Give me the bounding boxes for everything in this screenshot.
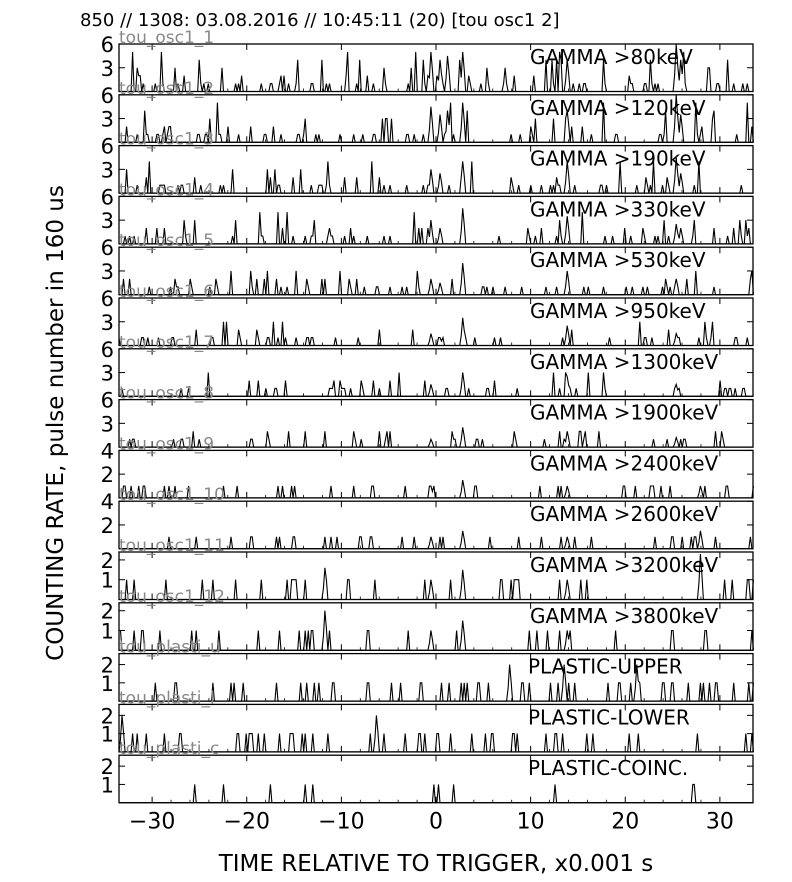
panel-title: GAMMA >1900keV <box>530 400 719 425</box>
channel-tag: tou_osc1_4 <box>119 180 215 201</box>
x-tick-label: 0 <box>429 809 443 835</box>
y-tick-label: 3 <box>100 158 114 183</box>
y-tick-label: 4 <box>100 439 114 464</box>
x-axis-label: TIME RELATIVE TO TRIGGER, x0.001 s <box>218 851 654 877</box>
panel-title: PLASTIC-LOWER <box>528 705 690 730</box>
channel-tag: tou_plasti_u <box>119 637 221 658</box>
channel-tag: tou_osc1_3 <box>119 129 215 150</box>
y-tick-label: 6 <box>100 83 114 108</box>
y-tick-label: 6 <box>100 33 114 57</box>
channel-tag: tou_osc1_11 <box>119 536 225 556</box>
panel-title: GAMMA >950keV <box>530 299 706 323</box>
panel-tou-plasti-c <box>101 739 754 803</box>
x-tick-label: 30 <box>705 809 734 835</box>
y-tick-label: 2 <box>100 755 114 780</box>
channel-tag: tou_osc1_10 <box>119 485 225 506</box>
x-axis <box>129 810 734 835</box>
channel-tag: tou_osc1_12 <box>119 586 225 607</box>
y-tick-label: 6 <box>100 236 114 261</box>
panel-title: GAMMA >3800keV <box>530 603 719 628</box>
y-tick-label: 1 <box>100 619 114 644</box>
y-tick-label: 3 <box>100 310 114 335</box>
y-tick-label: 3 <box>100 412 114 437</box>
panel-title: GAMMA >530keV <box>530 248 706 273</box>
x-tick-label: 10 <box>516 809 545 835</box>
y-tick-label: 3 <box>100 56 114 81</box>
chart-header: 850 // 1308: 03.08.2016 // 10:45:11 (20) [tou osc1 2] <box>80 10 560 31</box>
y-tick-label: 2 <box>100 599 114 624</box>
panel-title: GAMMA >80keV <box>530 45 693 69</box>
y-tick-label: 2 <box>100 653 114 678</box>
y-axis-label: COUNTING RATE, pulse number in 160 us <box>43 185 69 661</box>
y-tick-label: 2 <box>100 548 114 573</box>
panel-title: GAMMA >190keV <box>530 146 706 171</box>
y-tick-label: 2 <box>100 704 114 729</box>
y-tick-label: 6 <box>100 185 114 210</box>
y-tick-label: 3 <box>100 259 114 284</box>
y-tick-label: 2 <box>100 513 114 538</box>
channel-tag: tou_osc1_1 <box>119 28 215 48</box>
panel-title: GAMMA >120keV <box>530 95 706 120</box>
y-tick-label: 1 <box>100 568 114 593</box>
y-tick-label: 2 <box>100 463 114 488</box>
channel-tag: tou_plasti_c <box>119 739 220 760</box>
y-tick-label: 3 <box>100 361 114 386</box>
x-tick-label: −10 <box>318 809 365 835</box>
y-tick-label: 1 <box>100 773 114 798</box>
y-tick-label: 6 <box>100 134 114 159</box>
panel-title: GAMMA >330keV <box>530 197 706 222</box>
panel-title: PLASTIC-UPPER <box>528 654 683 679</box>
channel-tag: tou_osc1_8 <box>119 383 215 404</box>
panel-title: GAMMA >2400keV <box>530 451 719 476</box>
y-tick-label: 6 <box>100 337 114 362</box>
panel-title: GAMMA >3200keV <box>530 553 719 577</box>
panels-group <box>101 28 754 803</box>
channel-tag: tou_osc1_5 <box>119 231 215 252</box>
panel-title: GAMMA >1300keV <box>530 349 719 374</box>
panel-title: PLASTIC-COINC. <box>528 756 689 781</box>
y-tick-label: 3 <box>100 209 114 234</box>
y-tick-label: 1 <box>100 722 114 747</box>
x-tick-label: −20 <box>223 809 270 835</box>
x-tick-label: 20 <box>611 809 640 835</box>
panel-title: GAMMA >2600keV <box>530 502 719 527</box>
channel-tag: tou_plasti_l <box>119 688 215 709</box>
channel-tag: tou_osc1_2 <box>119 78 215 99</box>
x-tick-label: −30 <box>128 809 176 835</box>
channel-tag: tou_osc1_7 <box>119 332 215 353</box>
y-tick-label: 3 <box>100 107 114 132</box>
y-tick-label: 6 <box>100 287 114 311</box>
y-tick-label: 6 <box>100 388 114 413</box>
y-tick-label: 4 <box>100 490 114 515</box>
y-tick-label: 1 <box>100 671 114 696</box>
channel-tag: tou_osc1_6 <box>119 282 215 302</box>
channel-tag: tou_osc1_9 <box>119 434 215 455</box>
